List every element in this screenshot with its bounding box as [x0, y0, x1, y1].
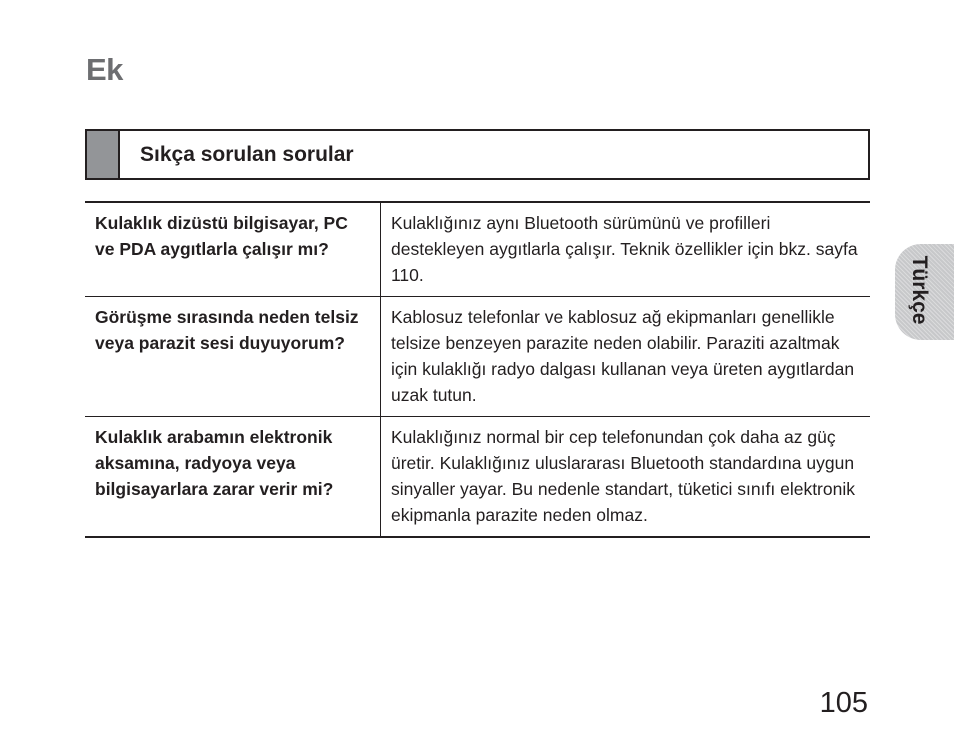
- faq-row: [85, 417, 870, 538]
- faq-answer: Kulaklığınız aynı Bluetooth sürümünü ve profilleri destekleyen aygıtlarla çalışır. Teknik özellikler için bkz. sayfa 110.: [381, 202, 871, 297]
- section-title: Sıkça sorulan sorular: [140, 143, 354, 166]
- faq-answer: Kulaklığınız normal bir cep telefonundan çok daha az güç üretir. Kulaklığınız uluslararası Bluetooth standardına uygun sinyaller yayar. Bu nedenle standart, tüketici sınıfı elektronik ekipmanla parazite neden olmaz.: [381, 417, 871, 538]
- chapter-title: Ek: [86, 52, 123, 87]
- language-tab-label: Türkçe: [908, 255, 931, 325]
- section-marker: [87, 131, 120, 178]
- faq-table: [85, 201, 870, 538]
- faq-question: Görüşme sırasında neden telsiz veya parazit sesi duyuyorum?: [85, 297, 381, 417]
- faq-question: Kulaklık arabamın elektronik aksamına, radyoya veya bilgisayarlara zarar verir mi?: [85, 417, 381, 538]
- section-header: [85, 129, 870, 180]
- page-number: 105: [819, 687, 868, 719]
- faq-question: Kulaklık dizüstü bilgisayar, PC ve PDA aygıtlarla çalışır mı?: [85, 202, 381, 297]
- faq-answer: Kablosuz telefonlar ve kablosuz ağ ekipmanları genellikle telsize benzeyen parazite neden olabilir. Paraziti azaltmak için kulaklığı radyo dalgası kullanan veya üreten aygıtlardan uzak tutun.: [381, 297, 871, 417]
- faq-row: [85, 297, 870, 417]
- language-tab: [895, 244, 954, 340]
- faq-row: [85, 202, 870, 297]
